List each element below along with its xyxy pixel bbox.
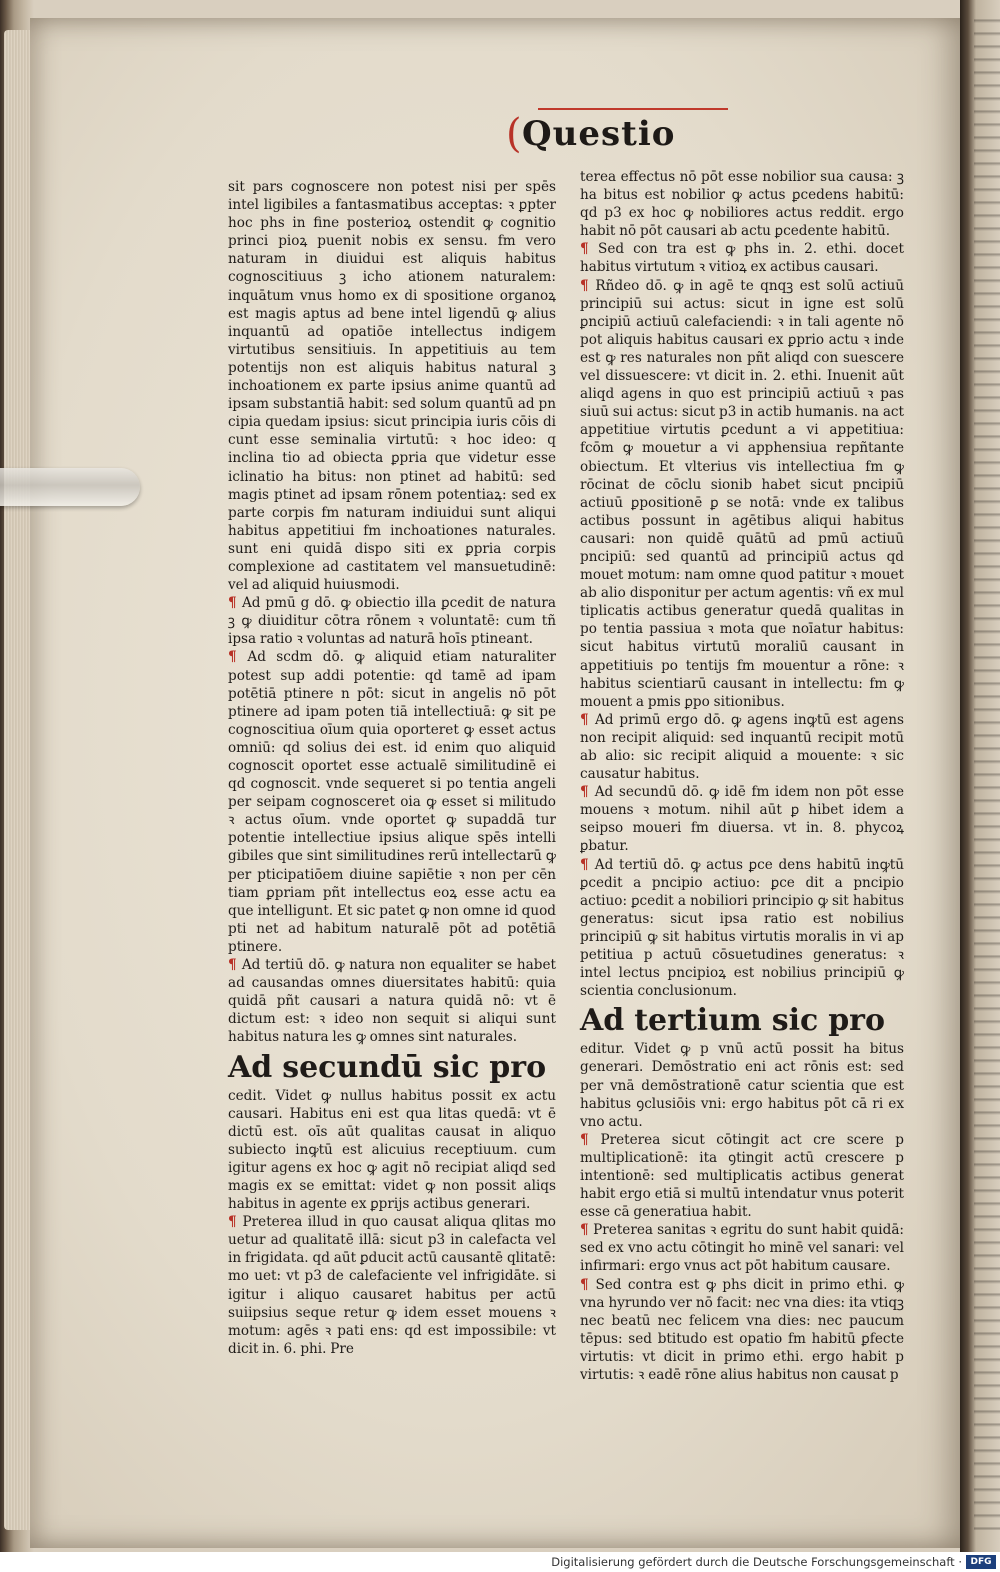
pilcrow-icon: ¶ bbox=[580, 1131, 601, 1148]
funding-credit: Digitalisierung gefördert durch die Deutsche Forschungsgemeinschaft · bbox=[551, 1555, 962, 1569]
section-heading: Ad secundū sic pro bbox=[228, 1049, 547, 1085]
paragraph: ¶ Ad secundū dō. ꝙ idē fm idem non pōt esse mouens ꝛ motum. nihil aūt ꝑ hibet idem a seipso moueri fm diuersa. vt in. 8. phycoꝝ ꝑbatur. bbox=[580, 784, 904, 855]
rubric-bracket-icon: ( bbox=[506, 111, 522, 157]
adjacent-page-edge bbox=[960, 0, 1000, 1552]
paragraph: ¶ Rñdeo dō. ꝙ in agē te qnqꝫ est solū actiuū principiū sui actus: sicut in igne est solū ꝑncipiū actiuū calefaciendi: ꝛ in tali agente nō pot aliquis habitus causari ex ꝑprio actu ꝛ inde est ꝙ res naturales non pñt aliqd con suescere vel dissuescere: vt dicit in. 2. ethi. Inuenit aūt aliqd agens in quo est principiū actiuū ꝛ pas siuū sui actus: sicut p3 in actib humanis. na act appetitiue virtutis ꝑcedunt a vi appetitiua: fcōm ꝙ mouetur a vi apphensiua repñtante obiectum. Et vlterius vis intellectiua fm ꝙ rōcinat de cōclu sionib habet sicut pncipiū actiuū ꝑpositionē ꝑ se notā: vnde ex talibus actibus possunt in agētibus aliqui habitus causari: non quidē quātū ad pmū actiuū pncipiū: sed quantū ad principiū actus qd mouet motum: nam omne quod patitur ꝛ mouet ab alio disponitur per actum agentis: vñ ex mul tiplicatis actibus generatur quedā qualitas in po tentia passiua ꝛ mota que noīatur habitus: sicut habitus virtutū moraliū causant in appetitiuis po tentijs fm mouentur a rōne: ꝛ habitus scientiarū causant in intellectu: fm ꝙ mouent a pmis ꝑpo sitionibus. bbox=[580, 277, 904, 710]
pilcrow-icon: ¶ bbox=[580, 856, 595, 873]
pilcrow-icon: ¶ bbox=[580, 784, 595, 801]
section-heading: Ad tertium sic pro bbox=[580, 1003, 885, 1039]
running-head bbox=[498, 108, 738, 160]
paragraph: terea effectus nō pōt esse nobilior sua causa: ꝫ ha bitus est nobilior ꝙ actus ꝑcedens habitū: qd p3 ex hoc ꝙ nobiliores actus reddit. ergo habit nō pōt causari ab actu ꝑcedente habitū. bbox=[580, 169, 904, 240]
rubric-line bbox=[538, 108, 728, 110]
pilcrow-icon: ¶ bbox=[228, 595, 242, 612]
pilcrow-icon: ¶ bbox=[580, 241, 599, 258]
pilcrow-icon: ¶ bbox=[228, 957, 242, 974]
pilcrow-icon: ¶ bbox=[580, 277, 596, 294]
paragraph: ¶ Preterea sanitas ꝛ egritu do sunt habit quidā: sed ex vno actu cōtingit ho minē vel sanari: vel infirmari: ergo vnus act pōt habitum causare. bbox=[580, 1222, 904, 1275]
pilcrow-icon: ¶ bbox=[580, 711, 595, 728]
paragraph: editur. Videt ꝙ p vnū actū possit ha bitus generari. Demōstratio eni act rōnis est: sed per vnā demōstrationē catur scientia que est habitus ꝯclusiōis vni: ergo habitus pōt cā ri ex vno actu. bbox=[580, 1041, 904, 1130]
paragraph: ¶ Ad tertiū dō. ꝙ natura non equaliter se habet ad causandas omnes diuersitates habitū: quia quidā pñt causari a natura quidā nō: vt ē dictum est: ꝛ ideo non sequit si aliqui sunt habitus natura les ꝙ omnes sint naturales. bbox=[228, 957, 556, 1046]
pilcrow-icon: ¶ bbox=[580, 1276, 596, 1293]
text-column-left bbox=[228, 178, 556, 1358]
paragraph: ¶ Ad tertiū dō. ꝙ actus ꝑce dens habitū inꝙtū ꝑcedit a pncipio actiuo: ꝑce dit a pncipio actiuo: ꝑcedit a nobiliori principio ꝙ sit habitus generatus: sicut ipsa ratio est nobilius principiū ꝙ sit habitus virtutis moralis in vi ap petitiua p actuū cōsuetudines generatus: ꝛ intel lectus pncipioꝝ est nobilius principiū ꝙ scientia conclusionum. bbox=[580, 856, 905, 1000]
paragraph: ¶ Preterea illud in quo causat aliqua qlitas mo uetur ad qualitatē illā: sicut p3 in calefacta vel in frigidata. qd aūt ꝑducit actū causantē qlitatē: mo uet: vt p3 de calefaciente vel infrigidāte. si igitur i aliquo causaret habitus per actū suiipsius seque retur ꝙ idem esset mouens ꝛ motum: agēs ꝛ pati ens: qd est impossibile: vt dicit in. 6. phi. Pre bbox=[228, 1214, 556, 1357]
paragraph: ¶ Ad primū ergo dō. ꝙ agens inꝙtū est agens non recipit aliquid: sed inquantū recipit motū ab alio: sic recipit aliquid a mouente: ꝛ sic causatur habitus. bbox=[580, 711, 904, 783]
paragraph: cedit. Videt ꝙ nullus habitus possit ex actu causari. Habitus eni est qua litas quedā: vt ē dictū est. oīs aūt qualitas causat in aliquo subiecto inꝙtū est alicuius receptiuum. cum igitur agens ex hoc ꝙ agit nō recipiat aliqd sed magis ex se emittat: videt ꝙ non possit aliqs habitus in agente ex ꝑprijs actibus generari. bbox=[228, 1087, 556, 1213]
paragraph: ¶ Sed con tra est ꝙ phs in. 2. ethi. docet habitus virtutum ꝛ vitioꝝ ex actibus causari. bbox=[580, 241, 904, 276]
dfg-logo-icon: DFG bbox=[966, 1555, 996, 1569]
running-head-title: Questio bbox=[522, 114, 676, 154]
paragraph: ¶ Preterea sicut cōtingit act cre scere p multiplicationē: ita ꝯtingit actū crescere p intentionē: sed multiplicatis actibus generat habit ergo etiā si multū intendatur vnus poterit esse cā generatiua habit. bbox=[580, 1131, 904, 1221]
paragraph: ¶ Ad scdm dō. ꝙ aliquid etiam naturaliter potest sup addi potentie: qd tamē ad ipam potētiā ptinere n pōt: sicut in angelis nō pōt ptinere ad ipam poten tiā intellectiuā: ꝙ sit pe cognoscitiua oīum quia oporteret ꝙ esset actus omniū: qd solius dei est. id enim quo aliquid cognoscit oportet esse actualē similitudinē ei qd cognoscit. vnde sequeret si po tentia angeli per seipam cognosceret oia ꝙ esset si militudo ꝛ actus oīum. vnde oportet ꝙ supaddā tur potentie intellectiue ipsius alique spēs intelli gibiles que sint similitudines rerū intellectarū ꝙ per pticipatiōem diuine sapiētie ꝛ non per cēn tiam ꝑpriam pñt intellectus eoꝝ esse actu ea que intelligunt. Et sic patet ꝙ non omne id quod pti net ad habitum naturalē pōt ad potētiā ptinere. bbox=[228, 649, 556, 955]
text-column-right bbox=[580, 168, 904, 1384]
paragraph: sit pars cognoscere non potest nisi per spēs intel ligibiles a fantasmatibus acceptas: ꝛ ꝑpter hoc phs in fine posterioꝝ ostendit ꝙ cognitio princi pioꝝ puenit nobis ex sensu. fm vero naturam in diuidui est aliquis habitus cognoscitiuus ꝫ icho ationem naturalem: inquātum vnus homo ex di spositione organoꝝ est magis aptus ad bene intel ligendū ꝙ alius inquantū ad opatiōe intellectus indigem virtutibus sensitiuis. In appetitiuis au tem potentijs non est aliquis habitus natural ꝫ inchoationem ex parte ipsius anime quantū ad ipsam substantiā habit: sed solum quantū ad pn cipia quedam ipsius: sicut principia iuris cōis di cunt esse seminalia virtutū: ꝛ hoc ideo: q inclina tio ad obiecta ꝑpria que videtur esse iclinatio ha bitus: non ptinet ad habitū: sed magis ptinet ad ipsam rōnem potentiaꝝ: sed ex parte corpis fm naturam indiuidui sunt aliqui habitus appetitiui fm inchoationes naturales. sunt eni quidā dispo siti ex ꝑpria corpis complexione ad castitatem vel mansuetudinē: vel ad aliquid huiusmodi. bbox=[228, 179, 556, 594]
pilcrow-icon: ¶ bbox=[228, 649, 248, 666]
page-clamp bbox=[0, 468, 140, 506]
pilcrow-icon: ¶ bbox=[228, 1214, 243, 1231]
adjacent-page-text-bleed bbox=[974, 10, 1000, 1530]
footer-bar bbox=[0, 1552, 1000, 1572]
paragraph: ¶ Sed contra est ꝙ phs dicit in primo ethi. ꝙ vna hyrundo ver nō facit: nec vna dies: ita vtiqꝫ nec beatū nec felicem vna dies: nec paucum tēpus: sed btitudo est opatio fm habitū ꝑfecte virtutis: vt dicit in primo ethi. ergo habit p virtutis: ꝛ eadē rōne alius habitus non causat p bbox=[580, 1276, 905, 1383]
paragraph: ¶ Ad pmū g dō. ꝙ obiectio illa ꝑcedit de natura ꝫ ꝙ diuiditur cōtra rōnem ꝛ voluntatē: cum tñ ipsa ratio ꝛ voluntas ad naturā hoīs ptineant. bbox=[228, 595, 556, 648]
pilcrow-icon: ¶ bbox=[580, 1222, 594, 1239]
